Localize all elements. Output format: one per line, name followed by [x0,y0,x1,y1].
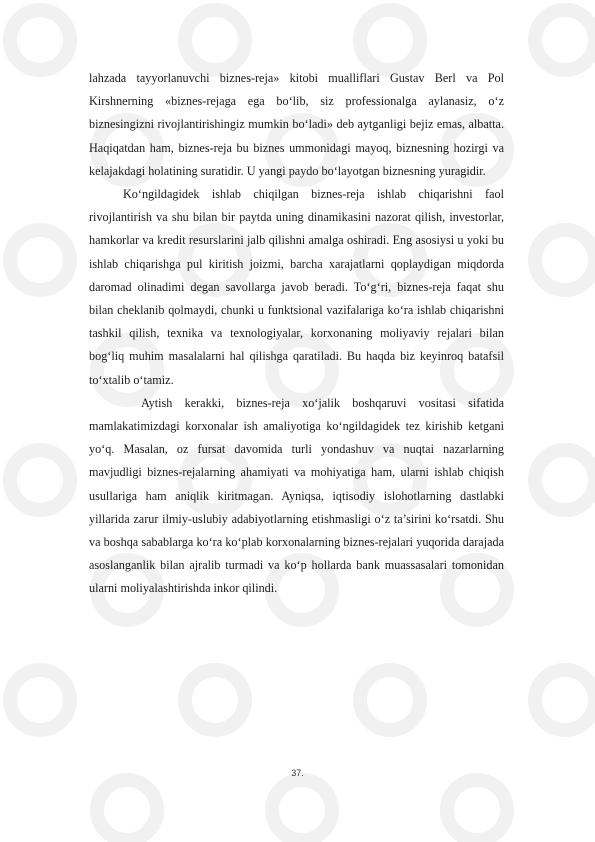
paragraph-1: lahzada tayyorlanuvchi biznes-reja» kitobi mualliflari Gustav Berl va Pol Kirshnerning «biznes-rejaga ega bo‘lib, siz professionalga aylanasiz, o‘z biznesingizni rivojlantirishingiz mumkin bo‘ladi» deb aytganligi bejiz emas, albatta. Haqiqatdan ham, biznes-reja bu biznes ummonidagi mayoq, biznesning hozirgi va kelajakdagi holatining suratidir. U yangi paydo bo‘layotgan biznesning yuragidir. [89,71,504,178]
body-text [89,67,504,601]
paragraph-3: Aytish kerakki, biznes-reja xo‘jalik boshqaruvi vositasi sifatida mamlakatimizdagi korxonalar ish amaliyotiga ko‘ngildagidek tez kirishib ketgani yo‘q. Masalan, oz fursat davomida turli yondashuv va nuqtai nazarlarning mavjudligi biznes-rejalarning ahamiyati va mohiyatiga ham, ularni ishlab chiqish usullariga ham aniqlik kiritmagan. Ayniqsa, iqtisodiy islohotlarning dastlabki yillarida zarur ilmiy-uslubiy adabiyotlarning etishmasligi o‘z ta’sirini ko‘rsatdi. Shu va boshqa sabablarga ko‘ra ko‘plab korxonalarning biznes-rejalari yuqorida darajada asoslanganlik bilan ajralib turmadi va ko‘p hollarda bank muassasalari tomonidan ularni moliyalashtirishda inkor qilindi. [89,395,504,596]
page-number: 37. [291,768,304,778]
paragraph-2: Ko‘ngildagidek ishlab chiqilgan biznes-reja ishlab chiqarishni faol rivojlantirish va shu bilan bir paytda uning dinamikasini nazorat qilish, investorlar, hamkorlar va kredit resurslarini jalb qilishni amalga oshiradi. Eng asosiysi u yoki bu ishlab chiqarishga pul kiritish joizmi, barcha xarajatlarni qoplaydigan miqdorda daromad olinadimi degan savollarga javob beradi. To‘g‘ri, biznes-reja faqat shu bilan cheklanib qolmaydi, chunki u funktsional vazifalariga ko‘ra ishlab chiqarishni tashkil qilish, texnika va texnologiyalar, korxonaning moliyaviy rejalari bilan bog‘liq muhim masalalarni hal qilishga qaratiladi. Bu haqda biz keyinroq batafsil to‘xtalib o‘tamiz. [89,187,504,387]
